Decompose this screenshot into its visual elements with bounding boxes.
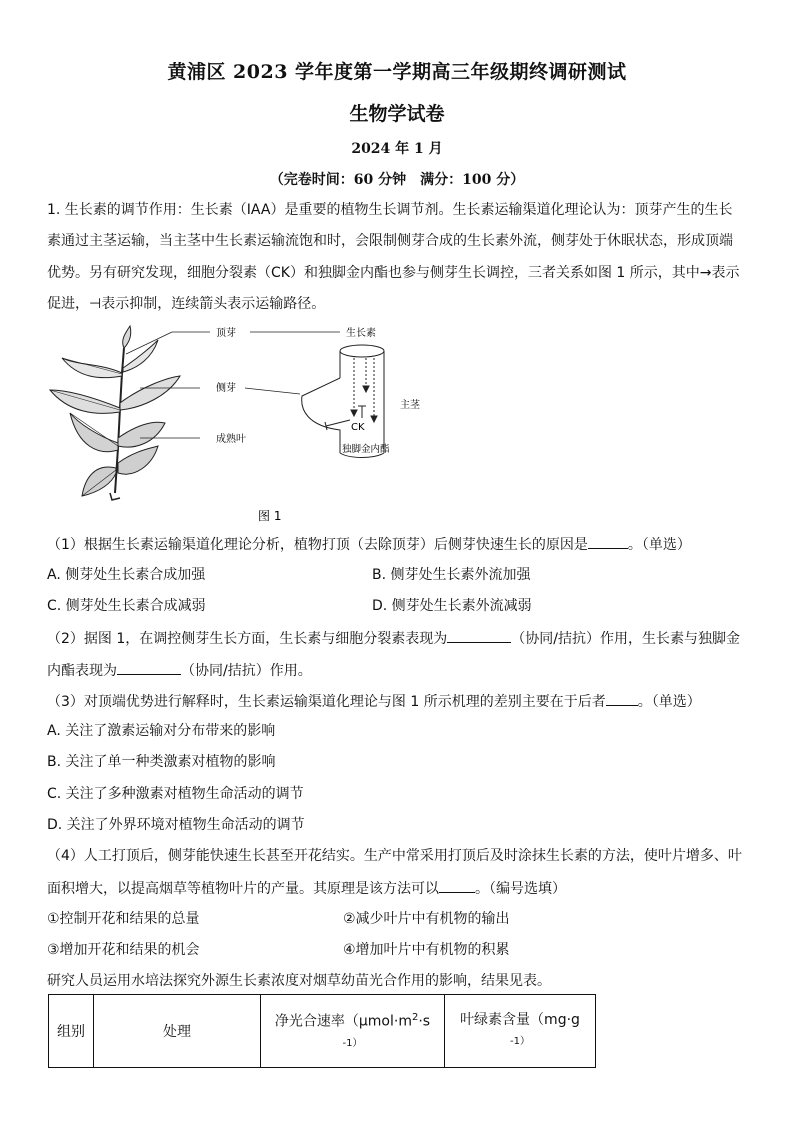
label-strigolactone: 独脚金内酯	[342, 444, 390, 455]
exam-title: 黄浦区 2023 学年度第一学期高三年级期终调研测试	[167, 61, 627, 83]
q1-sub3-suffix: 。（单选）	[637, 694, 701, 710]
q1-sub2-text-2: （协同/拮抗）作用，生长素与独脚金	[511, 631, 740, 647]
q1-sub1-blank[interactable]	[588, 534, 628, 549]
label-mature-leaf: 成熟叶	[216, 434, 246, 445]
header-treatment: 处理	[94, 995, 261, 1068]
header-np-unit-tail: -1）	[342, 1037, 363, 1049]
q1-sub4-suffix: 。（编号选填）	[475, 881, 566, 897]
header-group: 组别	[49, 995, 94, 1068]
q1-sub1-option-a[interactable]: A. 侧芽处生长素合成加强	[47, 567, 206, 583]
q1-sub2-blank-2[interactable]	[117, 660, 181, 675]
label-main-stem: 主茎	[400, 400, 420, 411]
exam-subtitle: 生物学试卷	[349, 103, 445, 125]
q1-sub2-text-3: 内酯表现为	[47, 663, 117, 679]
q1-sub1-stem	[47, 534, 691, 554]
label-auxin: 生长素	[346, 328, 376, 339]
q1-sub1-option-c[interactable]: C. 侧芽处生长素合成减弱	[47, 598, 206, 614]
q1-sub3-option-b[interactable]: B. 关注了单一种类激素对植物的影响	[47, 754, 276, 770]
label-side-bud: 侧芽	[216, 383, 236, 394]
q1-sub1-text: （1）根据生长素运输渠道化理论分析，植物打顶（去除顶芽）后侧芽快速生长的原因是	[47, 537, 588, 553]
q1-sub3-option-c[interactable]: C. 关注了多种激素对植物生命活动的调节	[47, 786, 304, 802]
q1-intro-line-1: 1. 生长素的调节作用：生长素（IAA）是重要的植物生长调节剂。生长素运输渠道化理论认为：顶芽产生的生长	[47, 202, 733, 218]
q1-sub2-line-2	[47, 660, 312, 680]
header-chl-unit-tail: -1）	[510, 1036, 530, 1047]
q1-intro-line-4: 促进，⊣表示抑制，连续箭头表示运输路径。	[47, 296, 326, 312]
exam-date: 2024 年 1 月	[351, 141, 443, 157]
q1-sub2-blank-1[interactable]	[447, 628, 511, 643]
q1-sub4-blank[interactable]	[439, 878, 475, 893]
q1-intro-line-3: 优势。另有研究发现，细胞分裂素（CK）和独脚金内酯也参与侧芽生长调控，三者关系如图 1 所示，其中→表示	[47, 265, 740, 281]
header-chl-text: 叶绿素含量（mg·g	[460, 1012, 580, 1028]
header-chlorophyll	[445, 995, 596, 1068]
q1-sub3-blank[interactable]	[606, 691, 638, 706]
figure-1	[40, 318, 460, 532]
exam-time-score: （完卷时间：60 分钟 满分：100 分）	[269, 172, 525, 188]
header-net-photosynthesis	[261, 995, 445, 1068]
q1-sub2-line-1	[47, 628, 740, 648]
q1-sub2-text-1: （2）据图 1，在调控侧芽生长方面，生长素与细胞分裂素表现为	[47, 631, 448, 647]
label-ck: CK	[351, 422, 365, 433]
figure-caption: 图 1	[258, 509, 282, 523]
q1-sub3-option-d[interactable]: D. 关注了外界环境对植物生命活动的调节	[47, 817, 305, 833]
header-np-tail: ·s	[418, 1013, 431, 1030]
results-table	[48, 994, 596, 1068]
q1-sub4-option-2[interactable]: ②减少叶片中有机物的输出	[343, 911, 510, 927]
q1-sub1-suffix: 。（单选）	[627, 537, 691, 553]
label-top-bud: 顶芽	[216, 328, 236, 339]
plant-illustration	[50, 326, 180, 500]
q1-sub4-line-1: （4）人工打顶后，侧芽能快速生长甚至开花结实。生产中常采用打顶后及时涂抹生长素的方法，使叶片增多、叶	[47, 848, 742, 864]
q1-table-intro: 研究人员运用水培法探究外源生长素浓度对烟草幼苗光合作用的影响，结果见表。	[47, 973, 551, 989]
header-np-text: 净光合速率（μmol·m	[274, 1013, 412, 1030]
q1-sub4-text: 面积增大，以提高烟草等植物叶片的产量。其原理是该方法可以	[47, 881, 439, 897]
q1-sub3-stem	[47, 691, 701, 711]
stem-diagram	[302, 345, 384, 458]
q1-sub1-option-d[interactable]: D. 侧芽处生长素外流减弱	[372, 598, 532, 614]
q1-sub3-text: （3）对顶端优势进行解释时，生长素运输渠道化理论与图 1 所示机理的差别主要在于后者	[47, 694, 606, 710]
q1-sub4-option-1[interactable]: ①控制开花和结果的总量	[47, 911, 200, 927]
q1-sub2-text-4: （协同/拮抗）作用。	[181, 663, 312, 679]
q1-sub1-option-b[interactable]: B. 侧芽处生长素外流加强	[372, 567, 531, 583]
q1-sub3-option-a[interactable]: A. 关注了激素运输对分布带来的影响	[47, 723, 276, 739]
q1-intro-line-2: 素通过主茎运输，当主茎中生长素运输流饱和时，会限制侧芽合成的生长素外流，侧芽处于休眠状态，形成顶端	[47, 233, 733, 249]
q1-sub4-option-3[interactable]: ③增加开花和结果的机会	[47, 942, 200, 958]
q1-sub4-line-2	[47, 878, 566, 898]
q1-sub4-option-4[interactable]: ④增加叶片中有机物的积累	[343, 942, 510, 958]
header-np-sup: 2	[411, 1012, 419, 1024]
table-header-row	[49, 995, 596, 1068]
